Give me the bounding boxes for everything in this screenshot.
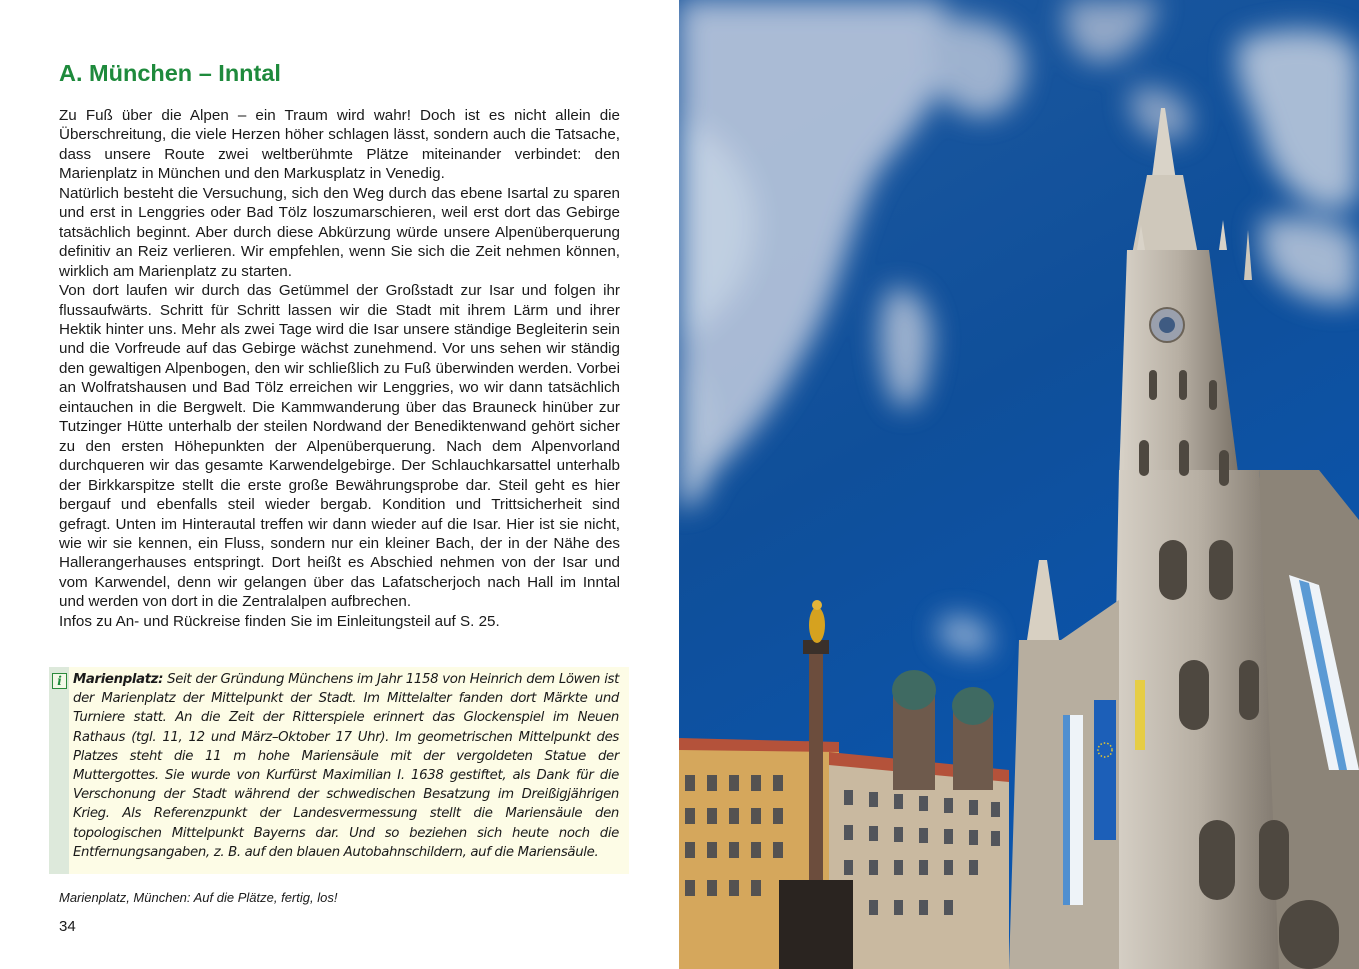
chapter-heading: A. München – Inntal [59,60,281,86]
info-box-body: Seit der Gründung Münchens im Jahr 1158 von Heinrich dem Löwen ist der Marienplatz der Mittelpunkt der Stadt. Im Mittelalter fanden dort Märkte und Turniere statt. An die Zeit der Ritterspiele erinnert das Glockenspiel im Neuen Rathaus (tgl. 11, 12 und März–Oktober 17 Uhr). Im geometrischen Mittelpunkt des Platzes steht die 11 m hohe Mariensäule mit der vergoldeten Statue der Muttergottes. Sie wurde von Kurfürst Maximilian I. 1638 gestiftet, als Dank für die Verschonung der Stadt während der schwedischen Besatzung im Dreißigjährigen Krieg. Als Referenzpunkt der Landesvermessung stellt die Mariensäule den topologischen Mittelpunkt Bayerns dar. Und so beziehen sich heute noch die Entfernungsangaben, z. B. auf den blauen Autobahnschildern, auf die Mariensäule. [73,672,619,860]
info-box-strip [49,667,69,874]
paragraph: Zu Fuß über die Alpen – ein Traum wird wahr! Doch ist es nicht allein die Überschreitung, die viele Herzen höher schlagen lässt, sondern auch die Tatsache, dass unsere Route zwei weltberühmte Plätze miteinander verbindet: den Marienplatz in München und den Markusplatz in Venedig. [59,107,620,183]
photo-caption: Marienplatz, München: Auf die Plätze, fertig, los! [59,890,338,905]
paragraph: Infos zu An- und Rückreise finden Sie im Einleitungsteil auf S. 25. [59,612,500,630]
info-icon: i [52,673,67,689]
page-number: 34 [59,918,76,935]
left-page [0,0,679,969]
info-box-title: Marienplatz: [73,672,164,687]
marienplatz-photo [679,0,1359,969]
body-text [59,106,620,631]
info-box [49,667,629,874]
photo-illustration [679,0,1359,969]
paragraph: Von dort laufen wir durch das Getümmel der Großstadt zur Isar und folgen ihr flussaufwärts. Schritt für Schritt lassen wir die Stadt mit ihrem Lärm und ihrer Hektik hinter uns. Mehr als zwei Tage wird die Isar unsere ständige Begleiterin sein und die Vorfreude auf das Gebirge wächst zunehmend. Vor uns sehen wir ständig den gewaltigen Alpenbogen, den wir schließlich zu Fuß überwinden werden. Vorbei an Wolfratshausen und Bad Tölz erreichen wir Lenggries, wo wir dann tatsächlich eintauchen in die Bergwelt. Die Kammwanderung über das Brauneck hinüber zur Tutzinger Hütte unterhalb der steilen Nordwand der Benediktenwand gehört sicher zu den ersten Höhepunkten der Alpenüberquerung. Nach dem Alpenvorland durchqueren wir das gesamte Karwendelgebirge. Der Schlauchkarsattel unterhalb der Birkkarspitze stellt die erste große Bewährungsprobe dar. Steil geht es hier bergauf und ebenfalls steil wieder bergab. Kondition und Trittsicherheit sind gefragt. Unten im Hinterautal treffen wir dann wieder auf die Isar. Hier ist sie nicht, wie wir sie kennen, ein Fluss, sondern nur ein kleiner Bach, der in der Nähe des Hallerangerhauses entspringt. Dort heißt es Abschied nehmen von der Isar und vom Karwendel, denn wir gelangen über das Lafatscherjoch nach Hall im Inntal und werden von dort in die Zentralalpen aufbrechen. [59,282,620,611]
info-box-text [73,670,619,862]
paragraph: Natürlich besteht die Versuchung, sich den Weg durch das ebene Isartal zu sparen und erst in Lenggries oder Bad Tölz loszumarschieren, weil erst dort das Gebirge tatsächlich beginnt. Aber durch diese Abkürzung würde unsere Alpenüberquerung definitiv an Reiz verlieren. Wir empfehlen, wenn Sie sich die Zeit nehmen können, wirklich am Marienplatz zu starten. [59,184,620,280]
